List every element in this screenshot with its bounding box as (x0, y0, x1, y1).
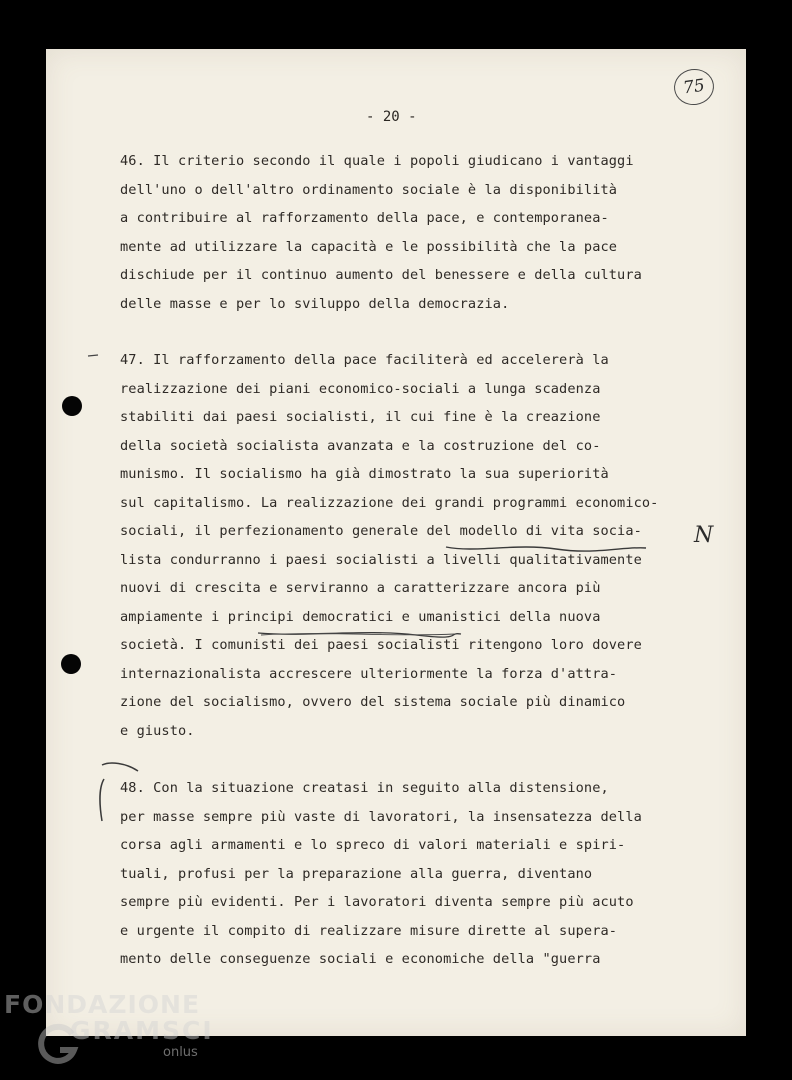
paragraph-48-line: e urgente il compito di realizzare misure dirette al supera- (120, 922, 618, 939)
paragraph-47-line: e giusto. (120, 722, 195, 739)
paragraph-46-line: mente ad utilizzare la capacità e le possibilità che la pace (120, 238, 618, 255)
paragraph-46-line: 46. Il criterio secondo il quale i popoli giudicano i vantaggi (120, 153, 634, 169)
punch-hole-bottom (61, 654, 81, 674)
paragraph-47-line: società. I comunisti dei paesi socialisti ritengono loro dovere (120, 637, 642, 653)
paragraph-47-line: della società socialista avanzata e la costruzione del co- (120, 437, 601, 454)
paragraph-48-line: 48. Con la situazione creatasi in seguito alla distensione, (120, 780, 609, 796)
paragraph-48 (120, 774, 730, 974)
margin-tick-47 (88, 355, 98, 356)
paragraph-47-line: internazionalista accrescere ulteriormente la forza d'attra- (120, 665, 618, 682)
paragraph-46-line: delle masse e per lo sviluppo della democrazia. (120, 295, 510, 312)
paragraph-47 (120, 346, 730, 745)
watermark-fondazione: FONDAZIONE (4, 990, 201, 1019)
document-page (46, 49, 746, 1036)
watermark-gramsci: GRAMSCI (70, 1016, 214, 1045)
paragraph-48-line: sempre più evidenti. Per i lavoratori diventa sempre più acuto (120, 894, 634, 910)
punch-hole-top (62, 396, 82, 416)
paragraph-47-line: sociali, il perfezionamento generale del modello di vita socia- (120, 523, 642, 539)
paragraph-47-line: munismo. Il socialismo ha già dimostrato la sua superiorità (120, 466, 609, 482)
folio-number-handwritten: 75 (672, 66, 717, 107)
paragraph-47-line: stabiliti dai paesi socialisti, il cui fine è la creazione (120, 409, 601, 425)
watermark-onlus: onlus (163, 1045, 198, 1060)
page-number: - 20 - (366, 109, 417, 125)
paragraph-46-line: dischiude per il continuo aumento del benessere e della cultura (120, 267, 642, 283)
paragraph-47-line: nuovi di crescita e serviranno a caratterizzare ancora più (120, 580, 601, 596)
paragraph-47-line: zione del socialismo, ovvero del sistema sociale più dinamico (120, 694, 626, 710)
paragraph-46-line: dell'uno o dell'altro ordinamento sociale è la disponibilità (120, 181, 618, 198)
paragraph-46-line: a contribuire al rafforzamento della pace, e contemporanea- (120, 210, 609, 226)
archive-watermark (4, 990, 214, 1075)
margin-note-handwritten: N (694, 523, 714, 548)
paragraph-47-line: sul capitalismo. La realizzazione dei grandi programmi economico- (120, 494, 659, 511)
paragraph-47-line: 47. Il rafforzamento della pace faciliterà ed accelererà la (120, 352, 609, 368)
paragraph-48-line: mento delle conseguenze sociali e economiche della "guerra (120, 951, 601, 967)
paragraph-46 (120, 147, 730, 318)
paragraph-47-line: realizzazione dei piani economico-sociali a lunga scadenza (120, 380, 601, 397)
paragraph-47-line: lista condurranno i paesi socialisti a livelli qualitativamente (120, 551, 642, 568)
paragraph-47-line: ampiamente i principi democratici e umanistici della nuova (120, 608, 601, 625)
paragraph-48-line: tuali, profusi per la preparazione alla guerra, diventano (120, 865, 593, 882)
paragraph-48-line: per masse sempre più vaste di lavoratori, la insensatezza della (120, 808, 642, 825)
paragraph-48-line: corsa agli armamenti e lo spreco di valori materiali e spiri- (120, 837, 626, 853)
